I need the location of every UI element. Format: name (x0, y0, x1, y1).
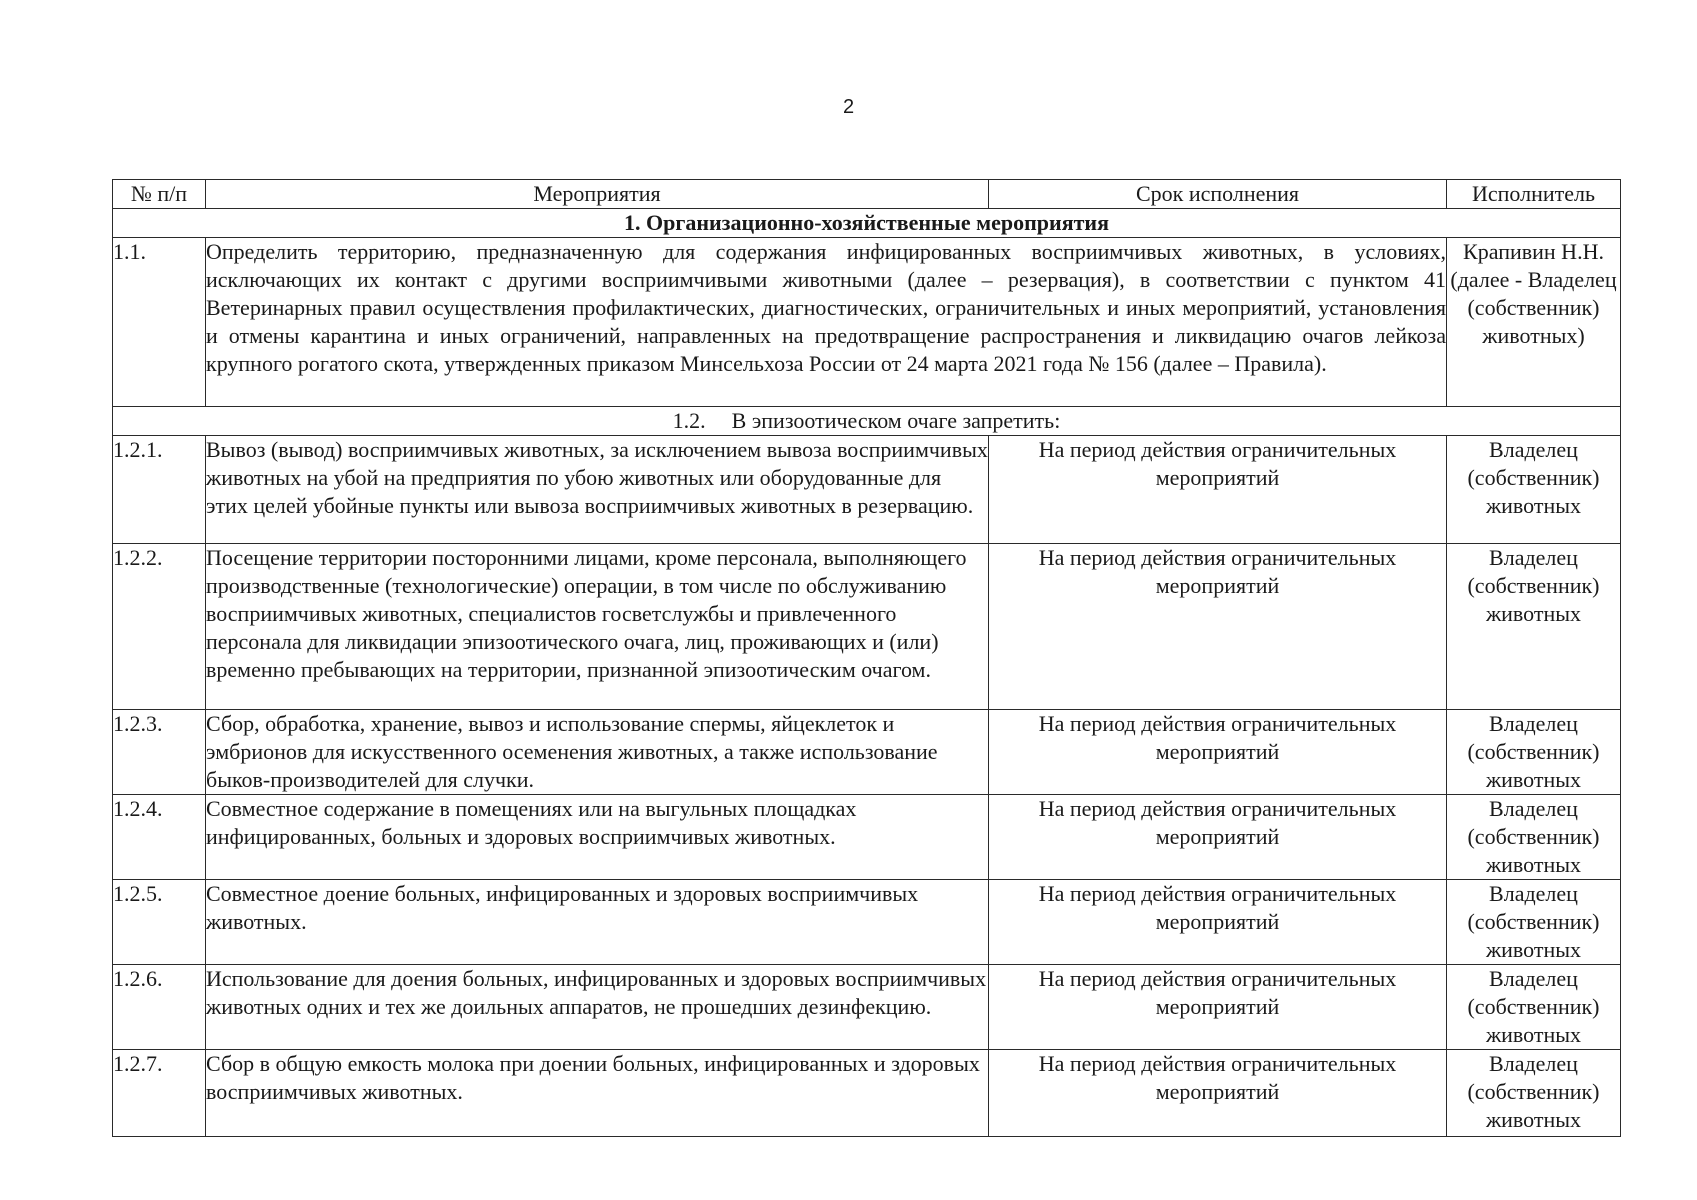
row-deadline: На период действия ограничительных мероприятий (989, 436, 1447, 544)
row-executor: Владелец (собственник) животных (1447, 965, 1621, 1050)
header-activity: Мероприятия (206, 180, 989, 209)
row-num: 1.2.3. (113, 710, 206, 795)
row-num: 1.2.4. (113, 795, 206, 880)
table-row (113, 436, 1621, 544)
row-deadline: На период действия ограничительных мероприятий (989, 544, 1447, 710)
table-row (113, 795, 1621, 880)
table-row (113, 238, 1621, 407)
header-executor: Исполнитель (1447, 180, 1621, 209)
subsection-text: В эпизоотическом очаге запретить: (731, 408, 1061, 433)
row-text: Посещение территории посторонними лицами, кроме персонала, выполняющего производственные (технологические) операции, в том числе по обслуживанию восприимчивых животных, специалистов госветслужбы и привлеченного персонала для ликвидации эпизоотического очага, лиц, проживающих и (или) временно пребывающих на территории, признанной эпизоотическим очагом. (206, 544, 989, 710)
subsection-row (113, 407, 1621, 436)
row-deadline: На период действия ограничительных мероприятий (989, 1050, 1447, 1137)
table-header-row (113, 180, 1621, 209)
subsection-num: 1.2. (672, 408, 706, 433)
table-row (113, 544, 1621, 710)
section-title-row (113, 209, 1621, 238)
row-num: 1.2.1. (113, 436, 206, 544)
row-deadline: На период действия ограничительных мероприятий (989, 965, 1447, 1050)
row-executor: Владелец (собственник) животных (1447, 544, 1621, 710)
header-deadline: Срок исполнения (989, 180, 1447, 209)
row-num: 1.1. (113, 238, 206, 407)
table-row (113, 710, 1621, 795)
row-executor: Крапивин Н.Н. (далее - Владелец (собственник) животных) (1447, 238, 1621, 407)
section-title: 1. Организационно-хозяйственные мероприятия (113, 209, 1621, 238)
row-executor: Владелец (собственник) животных (1447, 795, 1621, 880)
row-executor: Владелец (собственник) животных (1447, 436, 1621, 544)
row-text: Использование для доения больных, инфицированных и здоровых восприимчивых животных одних и тех же доильных аппаратов, не прошедших дезинфекцию. (206, 965, 989, 1050)
row-num: 1.2.6. (113, 965, 206, 1050)
row-num: 1.2.5. (113, 880, 206, 965)
row-deadline: На период действия ограничительных мероприятий (989, 880, 1447, 965)
row-deadline: На период действия ограничительных мероприятий (989, 710, 1447, 795)
row-text: Совместное доение больных, инфицированных и здоровых восприимчивых животных. (206, 880, 989, 965)
row-text: Сбор, обработка, хранение, вывоз и использование спермы, яйцеклеток и эмбрионов для искусственного осеменения животных, а также использование быков-производителей для случки. (206, 710, 989, 795)
row-deadline: На период действия ограничительных мероприятий (989, 795, 1447, 880)
row-executor: Владелец (собственник) животных (1447, 1050, 1621, 1137)
subsection-title (113, 407, 1621, 436)
measures-table (112, 179, 1621, 1137)
row-executor: Владелец (собственник) животных (1447, 880, 1621, 965)
row-text: Вывоз (вывод) восприимчивых животных, за исключением вывоза восприимчивых животных на убой на предприятия по убою животных или оборудованные для этих целей убойные пункты или вывоза восприимчивых животных в резервацию. (206, 436, 989, 544)
row-num: 1.2.2. (113, 544, 206, 710)
row-num: 1.2.7. (113, 1050, 206, 1137)
row-text: Сбор в общую емкость молока при доении больных, инфицированных и здоровых восприимчивых животных. (206, 1050, 989, 1137)
table-row (113, 880, 1621, 965)
table-row (113, 965, 1621, 1050)
row-text: Совместное содержание в помещениях или на выгульных площадках инфицированных, больных и здоровых восприимчивых животных. (206, 795, 989, 880)
page-number: 2 (842, 96, 855, 118)
row-executor: Владелец (собственник) животных (1447, 710, 1621, 795)
row-text: Определить территорию, предназначенную для содержания инфицированных восприимчивых животных, в условиях, исключающих их контакт с другими восприимчивыми животными (далее – резервация), в соответствии с пунктом 41 Ветеринарных правил осуществления профилактических, диагностических, ограничительных и иных мероприятий, установления и отмены карантина и иных ограничений, направленных на предотвращение распространения и ликвидацию очагов лейкоза крупного рогатого скота, утвержденных приказом Минсельхоза России от 24 марта 2021 года № 156 (далее – Правила). (206, 238, 1447, 407)
header-num: № п/п (113, 180, 206, 209)
table-row (113, 1050, 1621, 1137)
